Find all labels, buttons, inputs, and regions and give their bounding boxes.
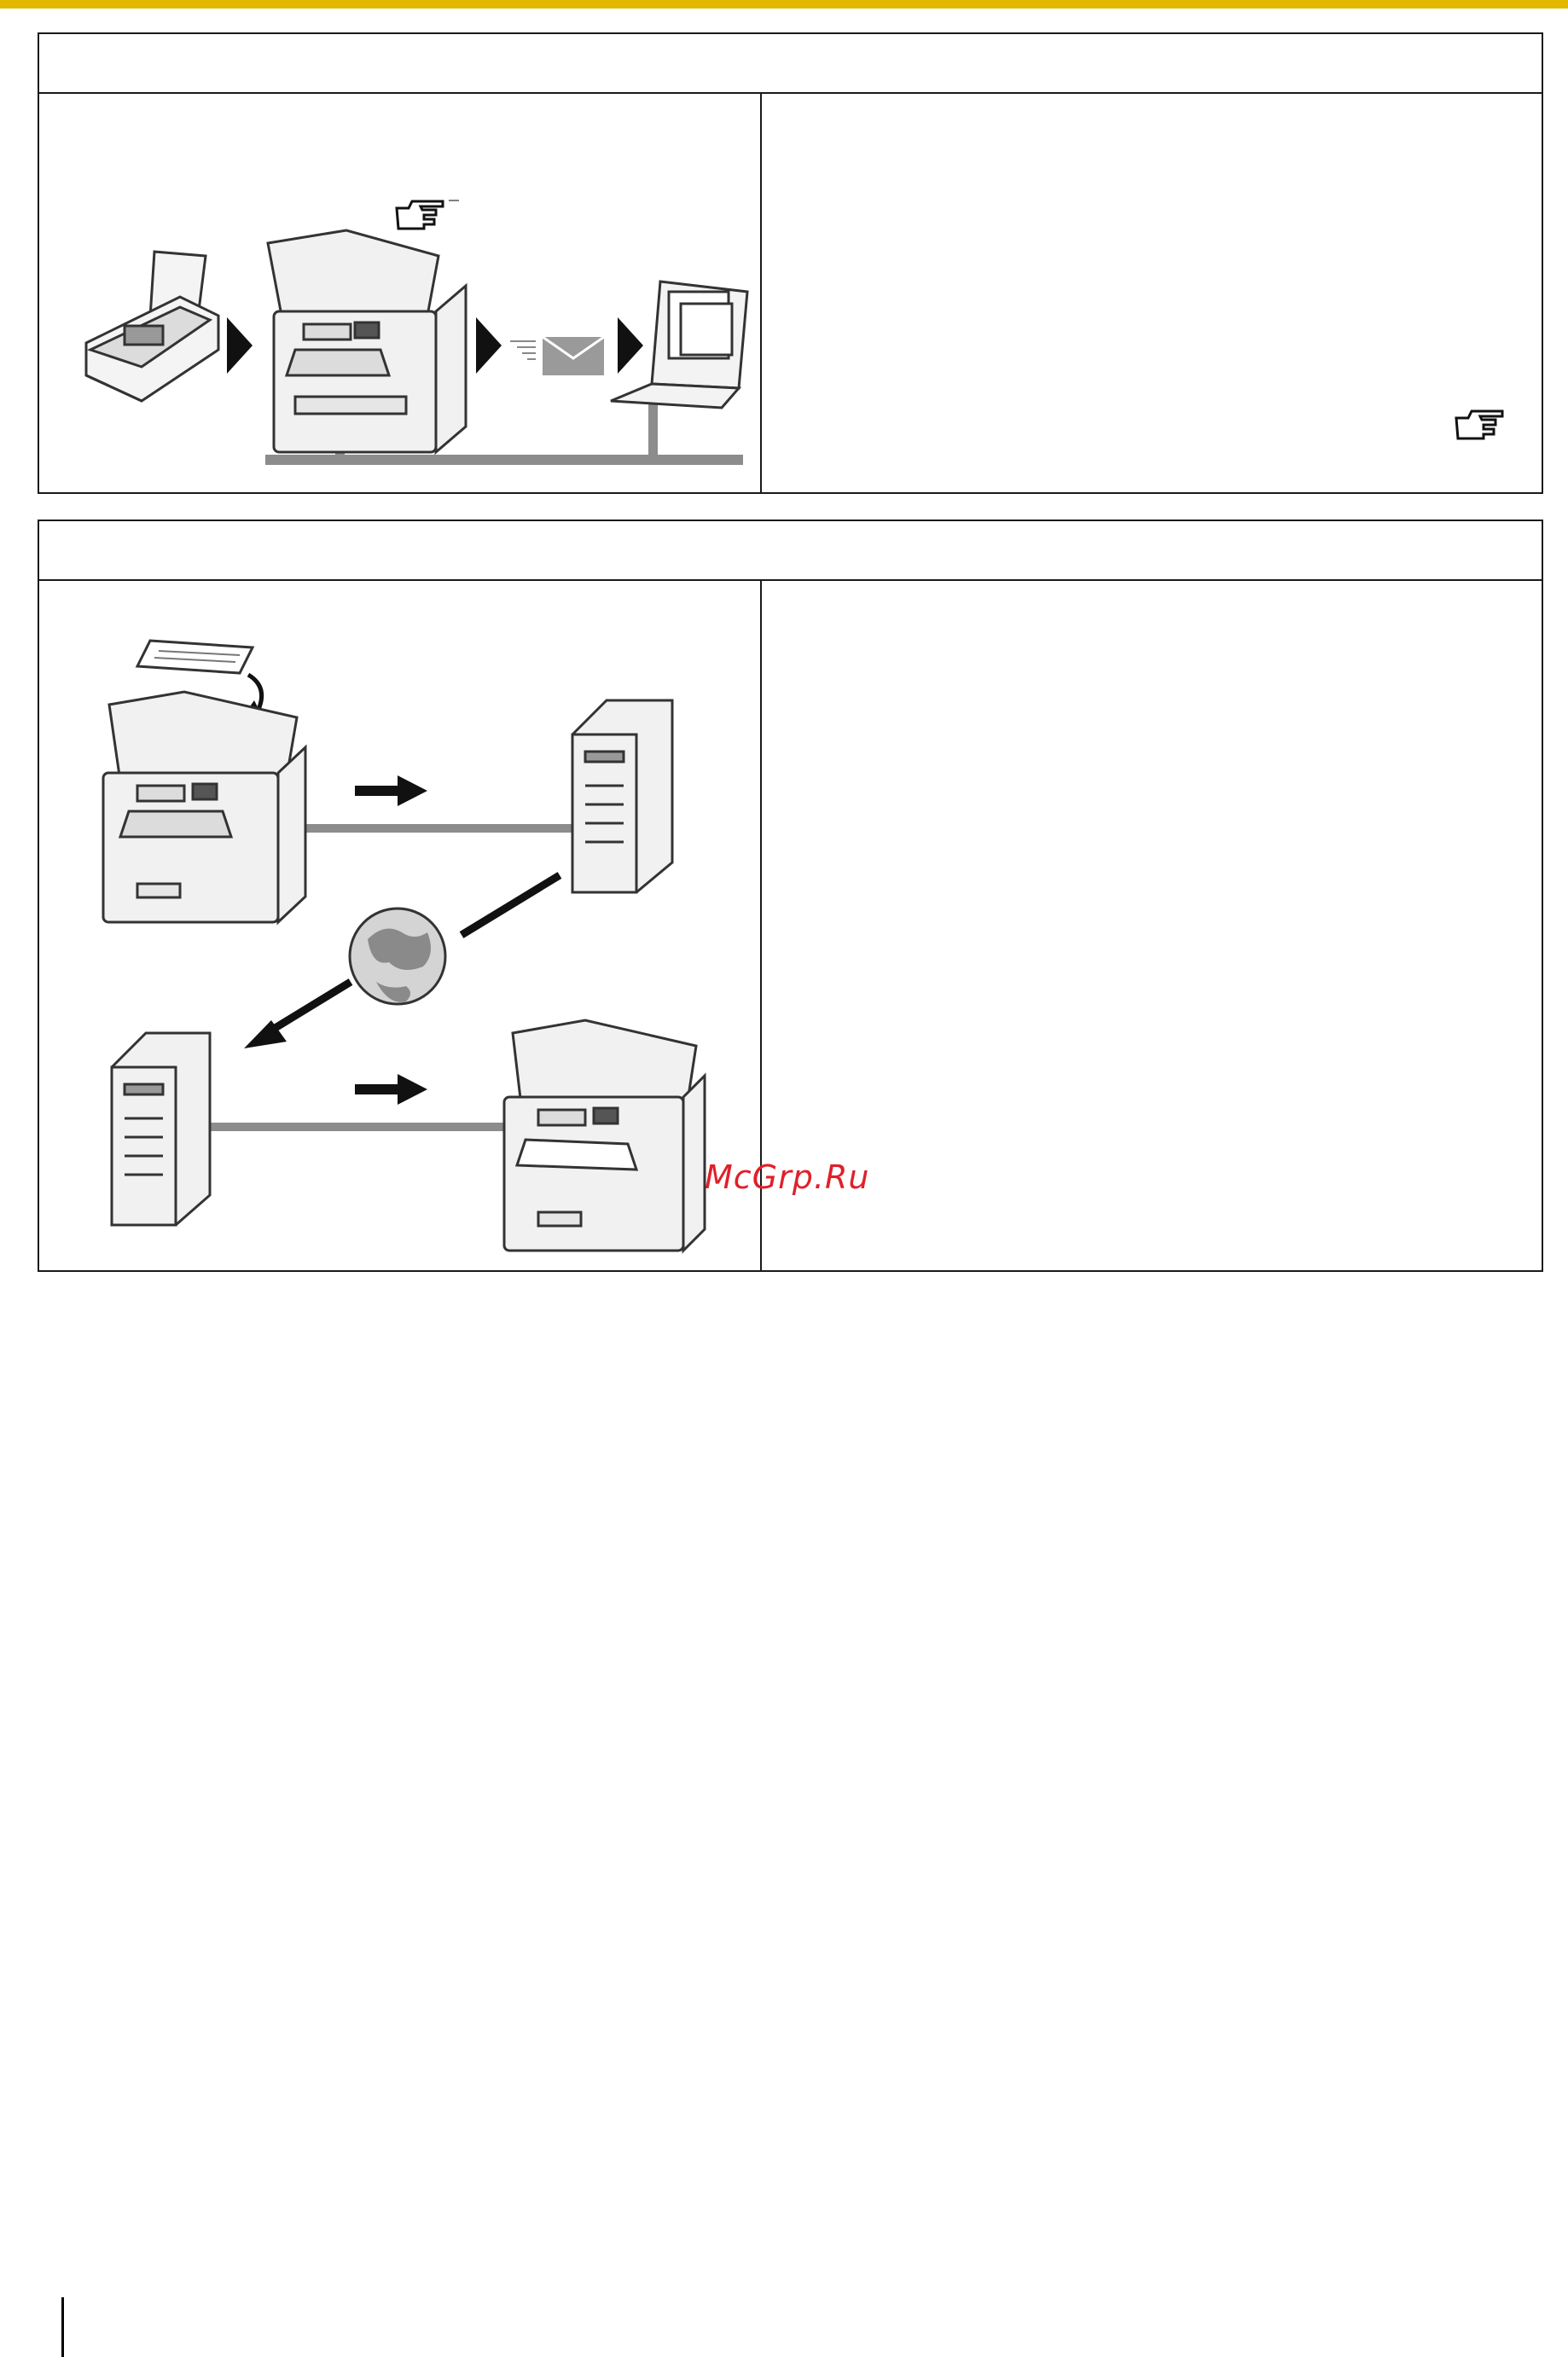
description-pane bbox=[762, 94, 1542, 492]
section-header bbox=[39, 34, 1542, 94]
illustration-canvas bbox=[39, 581, 760, 1272]
description-pane bbox=[762, 581, 1542, 1270]
section-header bbox=[39, 521, 1542, 581]
relay-transmission-illustration bbox=[39, 581, 760, 1270]
email-envelope-icon bbox=[510, 337, 604, 375]
connection-line bbox=[462, 875, 560, 935]
accent-bar bbox=[0, 0, 1568, 9]
see-reference-pointer-icon bbox=[1453, 406, 1507, 442]
see-reference-pointer-icon bbox=[393, 196, 448, 232]
globe-icon bbox=[350, 909, 445, 1004]
arrow-right-icon bbox=[618, 317, 643, 374]
illustration-canvas bbox=[39, 94, 760, 494]
arrow-right-icon bbox=[476, 317, 502, 374]
arrow-right-icon bbox=[355, 1074, 427, 1105]
fax-to-email-illustration bbox=[39, 94, 760, 492]
network-line bbox=[210, 1123, 538, 1131]
multifunction-printer-icon bbox=[103, 692, 305, 922]
arrow-down-left-icon bbox=[244, 982, 351, 1048]
network-drop-laptop bbox=[648, 401, 658, 461]
network-line bbox=[299, 824, 617, 833]
section-body bbox=[39, 94, 1542, 492]
watermark: McGrp.Ru bbox=[705, 1158, 870, 1196]
page-edge-marker bbox=[61, 2297, 64, 2357]
server-icon bbox=[112, 1033, 210, 1225]
arrow-right-icon bbox=[227, 317, 253, 374]
internet-fax-section bbox=[38, 32, 1543, 494]
server-icon bbox=[572, 700, 672, 892]
arrow-right-icon bbox=[355, 775, 427, 806]
fax-machine-icon bbox=[86, 252, 218, 401]
multifunction-printer-icon bbox=[504, 1020, 705, 1251]
multifunction-printer-icon bbox=[268, 230, 466, 452]
